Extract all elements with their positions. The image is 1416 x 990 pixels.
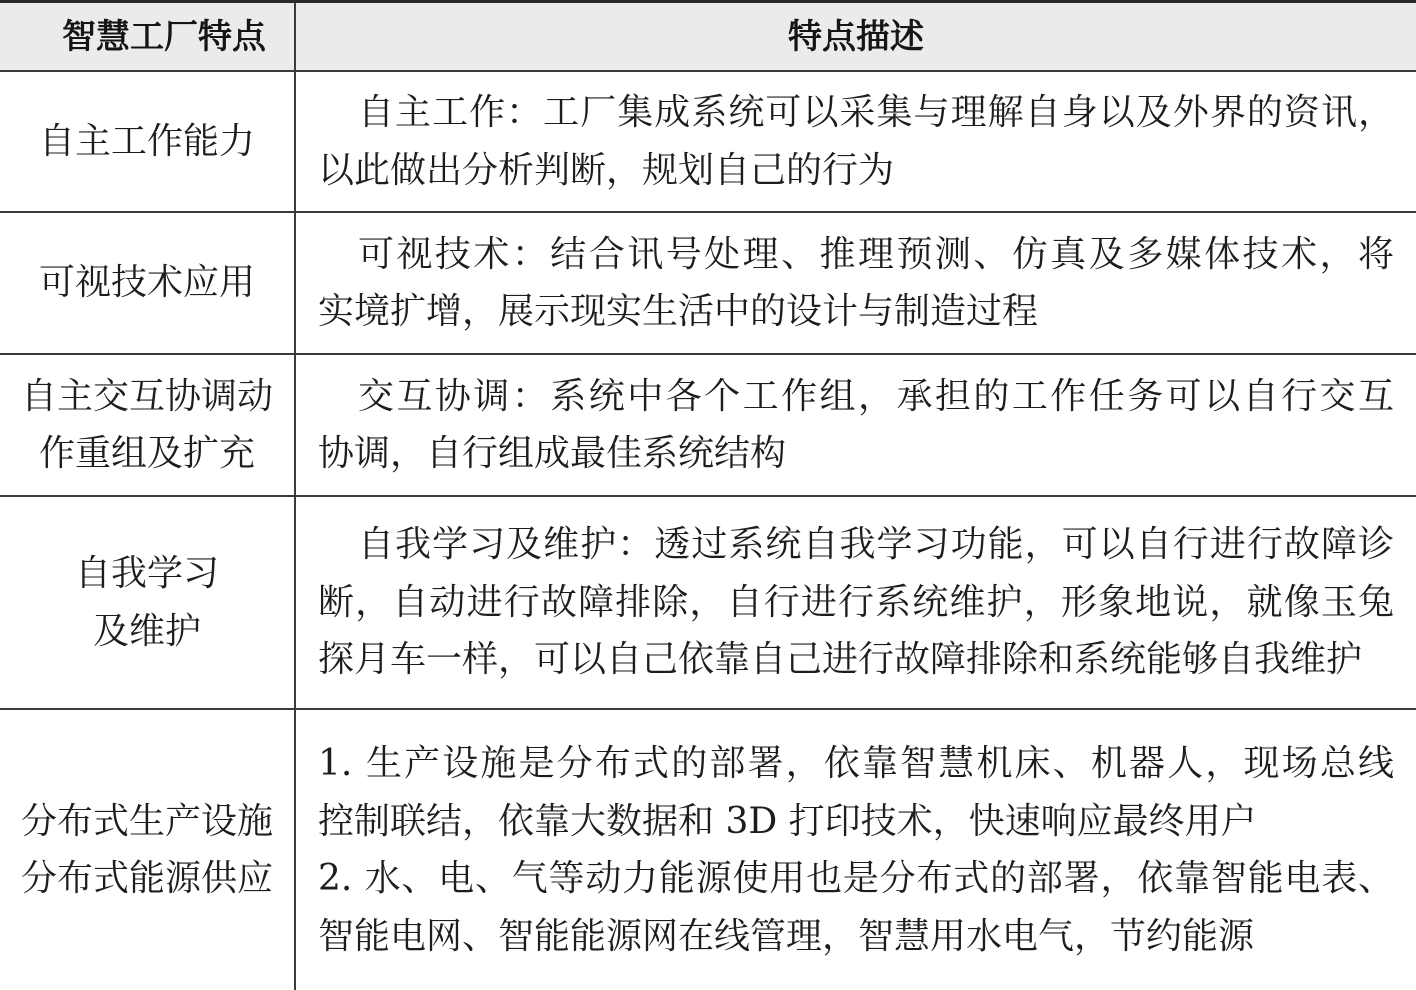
header-description-label: 特点描述 bbox=[788, 16, 924, 57]
row-label-cell bbox=[0, 213, 296, 353]
description-line: 协调，自行组成最佳系统结构 bbox=[318, 433, 787, 474]
table-header-row bbox=[0, 3, 1416, 72]
description-line: 可视技术：结合讯号处理、推理预测、仿真及多媒体技术，将 bbox=[358, 233, 1394, 275]
table-row bbox=[0, 355, 1416, 497]
description-line: 控制联结，依靠大数据和 3D 打印技术，快速响应最终用户 bbox=[318, 800, 1257, 842]
row-label: 自主交互协调动 bbox=[20, 375, 273, 417]
row-description-cell bbox=[296, 213, 1416, 353]
table-row bbox=[0, 710, 1416, 990]
table-row bbox=[0, 72, 1416, 213]
description-line: 2. 水、电、气等动力能源使用也是分布式的部署，依靠智能电表、 bbox=[318, 858, 1394, 899]
description-line: 智能电网、智能能源网在线管理，智慧用水电气，节约能源 bbox=[318, 915, 1255, 957]
description-line: 1. 生产设施是分布式的部署，依靠智慧机床、机器人，现场总线 bbox=[318, 743, 1394, 784]
row-description-cell bbox=[296, 355, 1416, 495]
row-description-cell bbox=[296, 710, 1416, 990]
row-label: 作重组及扩充 bbox=[38, 433, 255, 474]
description-line: 以此做出分析判断，规划自己的行为 bbox=[318, 149, 895, 191]
table-row bbox=[0, 213, 1416, 355]
row-label-cell bbox=[0, 497, 296, 708]
description-line: 自主工作：工厂集成系统可以采集与理解自身以及外界的资讯， bbox=[358, 92, 1394, 133]
row-label: 分布式生产设施 bbox=[20, 800, 273, 842]
row-description-cell bbox=[296, 497, 1416, 708]
header-feature-label: 智慧工厂特点 bbox=[62, 16, 266, 57]
table-row bbox=[0, 497, 1416, 710]
row-label: 自主工作能力 bbox=[38, 120, 255, 162]
row-label: 及维护 bbox=[92, 610, 201, 652]
row-label: 自我学习 bbox=[74, 553, 219, 594]
description-line: 探月车一样，可以自己依靠自己进行故障排除和系统能够自我维护 bbox=[318, 639, 1363, 681]
description-line: 自我学习及维护：透过系统自我学习功能，可以自行进行故障诊 bbox=[358, 524, 1394, 566]
row-label: 可视技术应用 bbox=[38, 262, 255, 304]
header-cell-description bbox=[296, 3, 1416, 70]
row-label-cell bbox=[0, 72, 296, 211]
row-description-cell bbox=[296, 72, 1416, 211]
row-label-cell bbox=[0, 355, 296, 495]
description-line: 实境扩增，展示现实生活中的设计与制造过程 bbox=[318, 291, 1039, 332]
row-label-cell bbox=[0, 710, 296, 990]
header-cell-feature bbox=[0, 3, 296, 70]
row-label: 分布式能源供应 bbox=[20, 858, 273, 899]
description-line: 交互协调：系统中各个工作组，承担的工作任务可以自行交互 bbox=[358, 375, 1394, 417]
description-line: 断，自动进行故障排除，自行进行系统维护，形象地说，就像玉兔 bbox=[318, 581, 1394, 623]
